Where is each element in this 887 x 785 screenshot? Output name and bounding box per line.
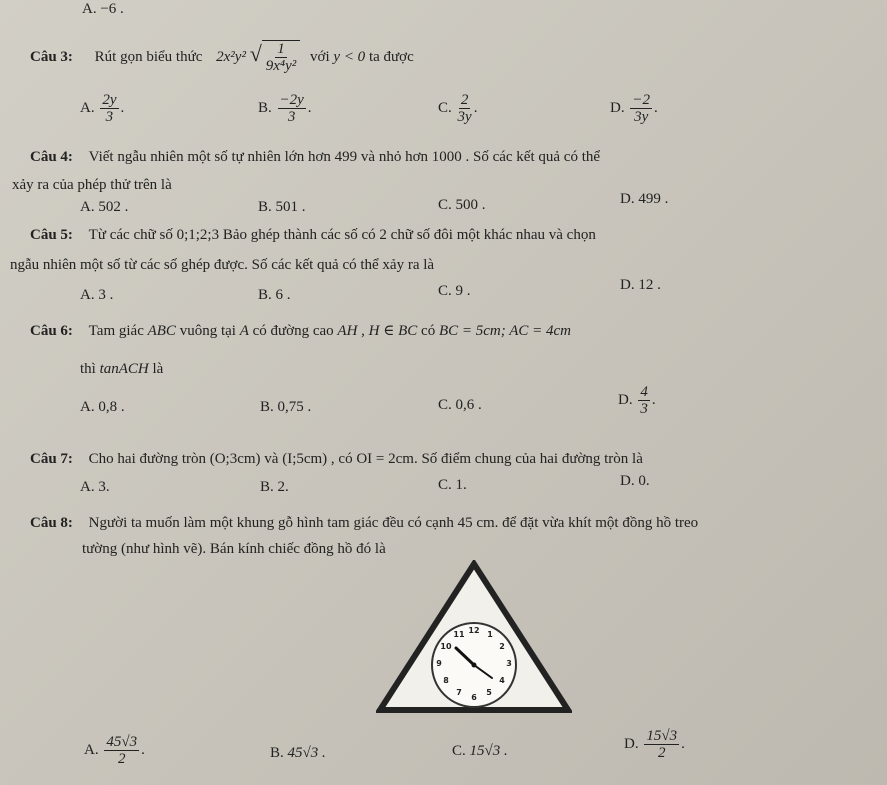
option-text: 15√3 .	[469, 743, 508, 759]
option-letter: D.	[618, 391, 633, 408]
punct: .	[307, 99, 312, 116]
question-text: Người ta muốn làm một khung gỗ hình tam giác đều có cạnh 45 cm. để đặt vừa khít một đồng hồ treo	[88, 515, 699, 531]
option-letter: B.	[258, 99, 272, 116]
frac-den: 3y	[634, 109, 649, 125]
question-label: Câu 6:	[30, 323, 73, 339]
math-expr: H ∈ BC	[368, 323, 418, 339]
q6-option-c: C. 0,6 .	[438, 397, 482, 413]
question-text: là	[152, 361, 164, 377]
q7-option-b: B. 2.	[260, 479, 289, 495]
q3-option-d	[610, 92, 658, 125]
q7-option-a: A. 3.	[80, 479, 110, 495]
question-text: Rút gọn biểu thức	[94, 48, 203, 65]
question-text: vuông tại	[179, 323, 236, 339]
q5-option-c: C. 9 .	[438, 283, 471, 299]
clock-digit: 4	[499, 676, 505, 685]
question-text: có	[421, 323, 436, 339]
question-6-line2	[80, 360, 163, 378]
frac-num: −2	[632, 92, 650, 108]
clock-center	[472, 663, 477, 668]
question-8	[30, 514, 698, 532]
frac-den: 3y	[457, 109, 472, 125]
q6-option-d	[618, 384, 656, 417]
triangle-clock-figure	[376, 560, 572, 715]
radical-sign: √	[249, 40, 262, 66]
question-text: với	[310, 48, 330, 65]
q4-option-c: C. 500 .	[438, 197, 486, 213]
punct: .	[120, 99, 125, 116]
frac-num: 45√3	[106, 734, 138, 750]
frac-den: 2	[117, 751, 126, 767]
question-8-line2: tường (như hình vẽ). Bán kính chiếc đồng hồ đó là	[82, 541, 386, 557]
q4-option-d: D. 499 .	[620, 191, 669, 207]
math-expr: A	[239, 323, 249, 339]
clock-digit: 9	[436, 659, 442, 668]
question-text: Viết ngẫu nhiên một số tự nhiên lớn hơn 499 và nhỏ hơn 1000 . Số các kết quả có thể	[88, 149, 601, 165]
question-3	[30, 40, 414, 74]
math-expr: tanACH	[99, 361, 149, 377]
q8-option-d	[624, 728, 685, 761]
q8-option-b	[270, 744, 326, 762]
option-letter: A.	[80, 99, 95, 116]
punct: .	[653, 99, 658, 116]
math-expr: y < 0	[333, 48, 366, 65]
punct: .	[681, 735, 685, 752]
question-label: Câu 3:	[30, 48, 73, 65]
question-text: Cho hai đường tròn (O;3cm) và (I;5cm) , có OI = 2cm. Số điểm chung của hai đường tròn là	[88, 451, 643, 467]
option-letter: C.	[452, 743, 466, 759]
q3-option-b	[258, 92, 312, 125]
math-expr: AH ,	[337, 323, 365, 339]
previous-answer-a: A. −6 .	[82, 1, 124, 17]
question-6	[30, 322, 571, 340]
option-letter: C.	[438, 99, 452, 116]
q4-option-b: B. 501 .	[258, 199, 306, 215]
question-5-line2: ngẫu nhiên một số từ các số ghép được. Số các kết quả có thể xảy ra là	[10, 257, 435, 273]
clock-digit: 2	[499, 642, 505, 651]
question-label: Câu 5:	[30, 227, 73, 243]
frac-den: 3	[640, 401, 648, 417]
frac-num: 1	[277, 41, 285, 57]
clock-digit: 1	[487, 630, 493, 639]
q5-option-a: A. 3 .	[80, 287, 114, 303]
clock-digit: 6	[471, 693, 477, 702]
question-text: thì	[80, 361, 96, 377]
question-text: Từ các chữ số 0;1;2;3 Bảo ghép thành các số có 2 chữ số đôi một khác nhau và chọn	[88, 227, 596, 243]
question-text: có đường cao	[252, 323, 334, 339]
frac-den: 3	[287, 109, 296, 125]
clock-digit: 5	[486, 688, 492, 697]
frac-num: 4	[640, 384, 648, 400]
math-expr: BC = 5cm; AC = 4cm	[438, 323, 571, 339]
q5-option-d: D. 12 .	[620, 277, 661, 293]
question-4-line2: xảy ra của phép thử trên là	[12, 177, 172, 193]
math-expr: 2x²y²	[216, 48, 246, 65]
question-label: Câu 4:	[30, 149, 73, 165]
question-7	[30, 450, 643, 468]
frac-den: 3	[105, 109, 114, 125]
frac-num: 2	[460, 92, 469, 108]
q7-option-c: C. 1.	[438, 477, 467, 493]
option-letter: A.	[84, 741, 99, 758]
frac-num: 15√3	[646, 728, 678, 744]
question-label: Câu 7:	[30, 451, 73, 467]
q6-option-a: A. 0,8 .	[80, 399, 125, 415]
q3-option-a	[80, 92, 124, 125]
q7-option-d: D. 0.	[620, 473, 650, 489]
punct: .	[473, 99, 478, 116]
radicand	[262, 40, 301, 74]
question-text: ta được	[368, 48, 414, 65]
question-label: Câu 8:	[30, 515, 73, 531]
frac-num: 2y	[102, 92, 117, 108]
question-text: Tam giác	[88, 323, 144, 339]
option-text: 45√3 .	[287, 745, 326, 761]
frac-den: 2	[657, 745, 666, 761]
clock-digit: 10	[440, 642, 452, 651]
punct: .	[651, 391, 656, 408]
question-4	[30, 148, 600, 166]
punct: .	[141, 741, 145, 758]
question-5	[30, 226, 596, 244]
option-letter: B.	[270, 745, 284, 761]
math-expr: ABC	[147, 323, 176, 339]
q8-option-a	[84, 734, 145, 767]
clock-digit: 11	[453, 630, 465, 639]
clock-digit: 8	[443, 676, 449, 685]
q5-option-b: B. 6 .	[258, 287, 291, 303]
q8-option-c	[452, 742, 508, 760]
clock-digit: 7	[456, 688, 462, 697]
q3-option-c	[438, 92, 477, 125]
frac-num: −2y	[279, 92, 304, 108]
frac-den: 9x⁴y²	[265, 58, 297, 74]
clock-digit: 12	[468, 626, 480, 635]
q6-option-b: B. 0,75 .	[260, 399, 312, 415]
option-letter: D.	[610, 99, 625, 116]
clock-digit: 3	[506, 659, 512, 668]
option-letter: D.	[624, 735, 639, 752]
q4-option-a: A. 502 .	[80, 199, 129, 215]
